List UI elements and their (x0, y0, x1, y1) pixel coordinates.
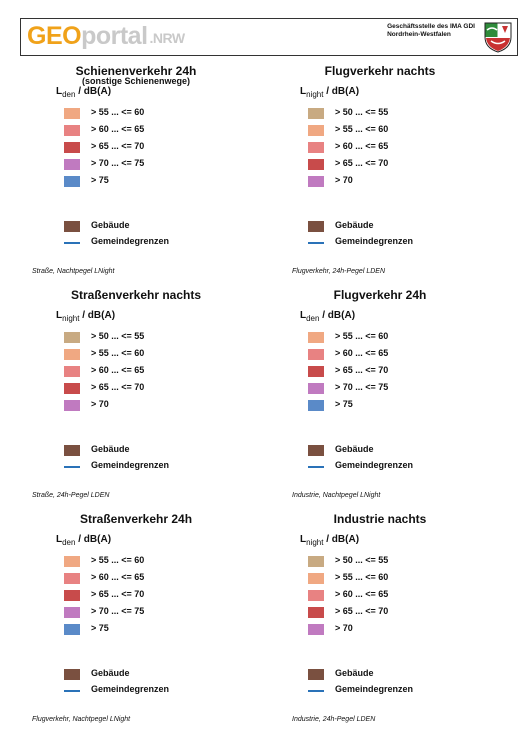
color-swatch (64, 159, 80, 170)
color-swatch (308, 125, 324, 136)
legend-panel-air-24h (280, 288, 520, 488)
legend-item-label: > 65 ... <= 70 (91, 589, 145, 599)
color-swatch (64, 607, 80, 618)
color-swatch (308, 445, 324, 456)
legend-item-label: > 60 ... <= 65 (335, 589, 389, 599)
legend-item-label: Gemeindegrenzen (91, 684, 170, 694)
legend-panel-road-night (36, 288, 276, 488)
office-line-1: Geschäftsstelle des IMA GDI (387, 23, 475, 30)
caption: Industrie, 24h-Pegel LDEN (292, 716, 376, 723)
color-swatch (64, 142, 80, 153)
color-swatch (308, 332, 324, 343)
logo-nrw: .NRW (149, 30, 185, 46)
boundary-line-symbol (64, 242, 80, 244)
legend-item-label: > 75 (335, 399, 353, 409)
legend-item-label: > 70 (335, 623, 353, 633)
color-swatch (308, 349, 324, 360)
legend-item-label: > 55 ... <= 60 (91, 107, 145, 117)
legend-item-label: Gemeindegrenzen (335, 460, 414, 470)
color-swatch (308, 108, 324, 119)
legend-item-label: > 60 ... <= 65 (335, 348, 389, 358)
panel-title: Flugverkehr 24h (333, 288, 427, 302)
legend-item-label: > 70 ... <= 75 (335, 382, 389, 392)
unit-label: $L_{den} / dB(A)$ (300, 310, 356, 323)
legend-item-label: Gebäude (335, 668, 374, 678)
color-swatch (64, 108, 80, 119)
color-swatch (308, 142, 324, 153)
boundary-line-symbol (64, 690, 80, 692)
legend-item-label: > 75 (91, 175, 109, 185)
panel-subtitle: (sonstige Schienenwege) (81, 76, 191, 86)
legend-item-label: > 55 ... <= 60 (91, 348, 145, 358)
color-swatch (308, 669, 324, 680)
office-line-2: Nordrhein-Westfalen (387, 31, 451, 38)
color-swatch (308, 366, 324, 377)
unit-label: $L_{night} / dB(A)$ (56, 310, 116, 323)
color-swatch (308, 159, 324, 170)
color-swatch (64, 366, 80, 377)
color-swatch (64, 556, 80, 567)
color-swatch (64, 221, 80, 232)
legend-item-label: Gebäude (91, 444, 130, 454)
legend-item-label: > 50 ... <= 55 (91, 331, 145, 341)
nrw-coat-of-arms-icon (483, 21, 513, 53)
color-swatch (64, 383, 80, 394)
caption: Flugverkehr, Nachtpegel LNight (32, 716, 131, 723)
legend-item-label: > 65 ... <= 70 (91, 382, 145, 392)
legend-item-label: > 60 ... <= 65 (91, 365, 145, 375)
caption: Industrie, Nachtpegel LNight (292, 492, 381, 499)
color-swatch (64, 400, 80, 411)
caption: Straße, Nachtpegel LNight (32, 268, 115, 275)
color-swatch (64, 624, 80, 635)
legend-item-label: > 65 ... <= 70 (91, 141, 145, 151)
legend-item-label: > 70 (335, 175, 353, 185)
color-swatch (308, 400, 324, 411)
color-swatch (308, 573, 324, 584)
color-swatch (64, 125, 80, 136)
unit-label: $L_{night} / dB(A)$ (300, 534, 360, 547)
legend-panel-rail-24h (36, 64, 276, 264)
panel-title: Straßenverkehr nachts (70, 288, 202, 302)
geoportal-logo (27, 21, 185, 53)
boundary-line-symbol (308, 690, 324, 692)
legend-panel-industry-night (280, 512, 520, 712)
color-swatch (64, 176, 80, 187)
color-swatch (308, 383, 324, 394)
legend-item-label: > 65 ... <= 70 (335, 606, 389, 616)
legend-item-label: > 60 ... <= 65 (91, 572, 145, 582)
legend-item-label: > 60 ... <= 65 (335, 141, 389, 151)
legend-item-label: Gemeindegrenzen (335, 684, 414, 694)
color-swatch (308, 221, 324, 232)
office-name (387, 23, 475, 39)
panel-title: Schienenverkehr 24h (75, 64, 197, 78)
panel-title: Flugverkehr nachts (324, 64, 436, 78)
legend-item-label: > 60 ... <= 65 (91, 124, 145, 134)
legend-item-label: > 70 (91, 399, 109, 409)
color-swatch (64, 573, 80, 584)
legend-item-label: Gemeindegrenzen (335, 236, 414, 246)
unit-label: $L_{den} / dB(A)$ (56, 534, 112, 547)
logo-portal: portal (81, 22, 148, 50)
panel-title: Industrie nachts (333, 512, 427, 526)
legend-item-label: > 50 ... <= 55 (335, 107, 389, 117)
legend-item-label: > 55 ... <= 60 (335, 572, 389, 582)
legend-item-label: Gemeindegrenzen (91, 236, 170, 246)
color-swatch (308, 590, 324, 601)
color-swatch (64, 445, 80, 456)
legend-item-label: > 55 ... <= 60 (335, 331, 389, 341)
color-swatch (64, 332, 80, 343)
legend-item-label: > 55 ... <= 60 (335, 124, 389, 134)
legend-item-label: Gebäude (91, 668, 130, 678)
boundary-line-symbol (308, 466, 324, 468)
legend-item-label: Gebäude (335, 220, 374, 230)
legend-item-label: Gebäude (91, 220, 130, 230)
color-swatch (64, 669, 80, 680)
unit-label: $L_{night} / dB(A)$ (300, 86, 360, 99)
caption: Straße, 24h-Pegel LDEN (32, 492, 110, 499)
color-swatch (64, 590, 80, 601)
color-swatch (308, 607, 324, 618)
legend-item-label: Gebäude (335, 444, 374, 454)
legend-item-label: > 70 ... <= 75 (91, 158, 145, 168)
color-swatch (308, 624, 324, 635)
legend-panel-road-24h (36, 512, 276, 712)
unit-label: $L_{den} / dB(A)$ (56, 86, 112, 99)
legend-item-label: > 50 ... <= 55 (335, 555, 389, 565)
legend-item-label: > 55 ... <= 60 (91, 555, 145, 565)
boundary-line-symbol (308, 242, 324, 244)
color-swatch (308, 176, 324, 187)
logo-geo: GEO (27, 22, 82, 50)
page-header (20, 18, 518, 56)
legend-panel-air-night (280, 64, 520, 264)
legend-item-label: > 70 ... <= 75 (91, 606, 145, 616)
legend-item-label: Gemeindegrenzen (91, 460, 170, 470)
caption: Flugverkehr, 24h-Pegel LDEN (292, 268, 385, 275)
color-swatch (64, 349, 80, 360)
legend-item-label: > 65 ... <= 70 (335, 365, 389, 375)
panel-title: Straßenverkehr 24h (79, 512, 193, 526)
legend-item-label: > 65 ... <= 70 (335, 158, 389, 168)
color-swatch (308, 556, 324, 567)
boundary-line-symbol (64, 466, 80, 468)
legend-item-label: > 75 (91, 623, 109, 633)
